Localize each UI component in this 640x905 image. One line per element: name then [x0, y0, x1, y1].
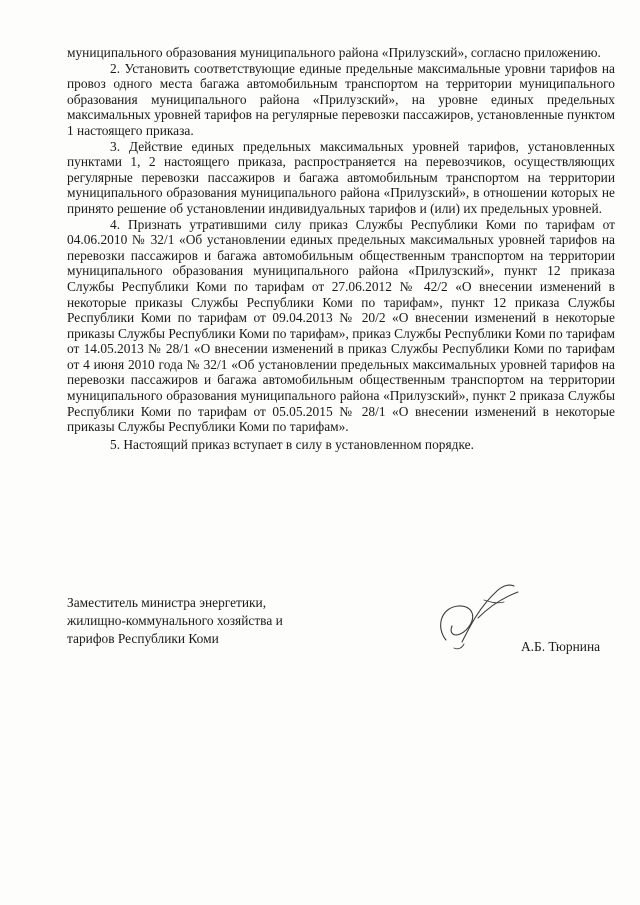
document-body — [67, 45, 615, 452]
paragraph-3: 3. Действие единых предельных максимальных уровней тарифов, установленных пунктами 1, 2 настоящего приказа, распространяется на перевозчиков, осуществляющих регулярные перевозки пассажиров и багажа автомобильным транспортом на территории муниципального образования муниципального района «Прилузский», в отношении которых не принято решение об установлении индивидуальных тарифов и (или) их предельных уровней. — [67, 138, 615, 216]
handwritten-signature — [418, 578, 538, 658]
signer-title-line: Заместитель министра энергетики, — [67, 595, 267, 610]
signer-title-line: тарифов Республики Коми — [67, 631, 219, 646]
paragraph-continuation: муниципального образования муниципального района «Прилузский», согласно приложению. — [67, 45, 601, 60]
signer-title — [67, 594, 327, 648]
paragraph-5: 5. Настоящий приказ вступает в силу в установленном порядке. — [110, 436, 474, 452]
signer-title-line: жилищно-коммунального хозяйства и — [67, 613, 283, 628]
signer-name: А.Б. Тюрнина — [521, 639, 601, 654]
paragraph-2: 2. Установить соответствующие единые предельные максимальные уровни тарифов на провоз одного места багажа автомобильным транспортом на территории муниципального образования муниципального района «Прилузский», на уровне единых предельных максимальных уровней тарифов на регулярные перевозки пассажиров, установленные пунктом 1 настоящего приказа. — [67, 60, 615, 138]
paragraph-4: 4. Признать утратившими силу приказ Службы Республики Коми по тарифам от 04.06.2010 № 32/1 «Об установлении единых предельных максимальных уровней тарифов на перевозки пассажиров и багажа автомобильным общественным транспортом на территории муниципального образования муниципального района «Прилузский», пункт 12 приказа Службы Республики Коми по тарифам от 27.06.2012 № 42/2 «О внесении изменений в некоторые приказы Службы Республики Коми по тарифам», пункт 12 приказа Службы Республики Коми по тарифам от 09.04.2013 № 20/2 «О внесении изменений в некоторые приказы Службы Республики Коми по тарифам», приказ Службы Республики Коми по тарифам от 14.05.2013 № 28/1 «О внесении изменений в приказ Службы Республики Коми по тарифам от 4 июня 2010 года № 32/1 «Об установлении предельных максимальных уровней тарифов на перевозки пассажиров и багажа автомобильным общественным транспортом на территории муниципального образования муниципального района «Прилузский», пункт 2 приказа Службы Республики Коми по тарифам от 05.05.2015 № 28/1 «О внесении изменений в некоторые приказы Службы Республики Коми по тарифам». — [67, 216, 615, 435]
